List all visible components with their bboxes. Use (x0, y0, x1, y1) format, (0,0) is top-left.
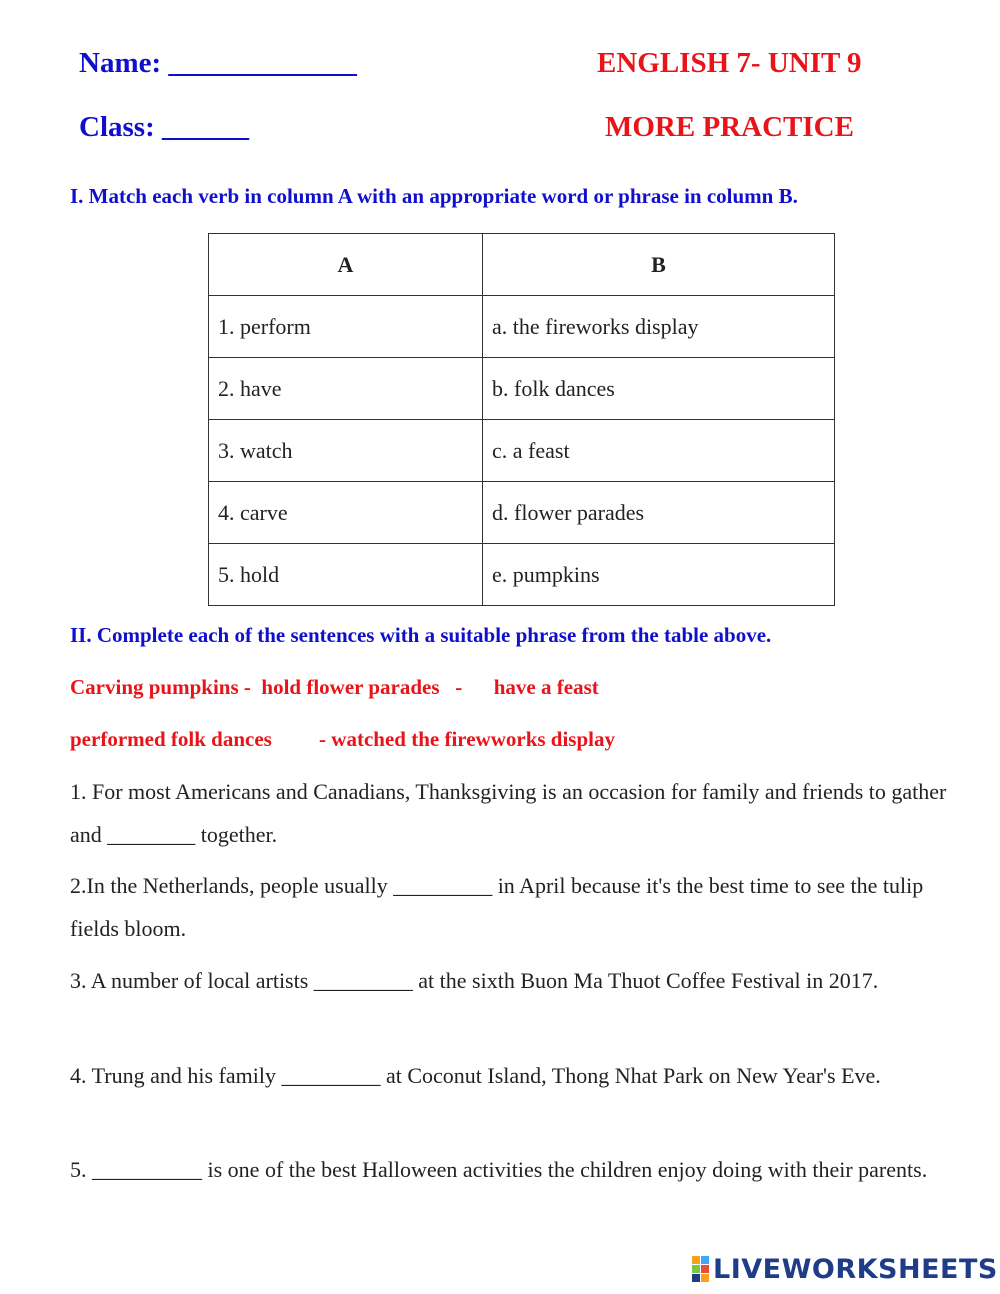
name-field-label: Name: _____________ (79, 47, 357, 79)
logo-mark-icon (692, 1256, 709, 1282)
question-5: 5. __________ is one of the best Halloween activities the children enjoy doing with their parents. (70, 1157, 928, 1182)
section-2-instruction: II. Complete each of the sentences with a suitable phrase from the table above. (70, 623, 772, 647)
logo-square-icon (692, 1256, 700, 1264)
table-row (209, 544, 835, 606)
worksheet-title: ENGLISH 7- UNIT 9 (597, 47, 862, 79)
phrase-cell: e. pumpkins (483, 544, 835, 606)
phrase-cell: c. a feast (483, 420, 835, 482)
phrase-bank-line-2: performed folk dances - watched the firewworks display (70, 727, 615, 751)
table-row (209, 420, 835, 482)
question-1: 1. For most Americans and Canadians, Thanksgiving is an occasion for family and friends to gather and ________ together. (70, 779, 947, 847)
phrase-bank-line-1: Carving pumpkins - hold flower parades - have a feast (70, 675, 599, 699)
logo-text: LIVEWORKSHEETS (713, 1253, 998, 1285)
worksheet-subtitle: MORE PRACTICE (605, 111, 854, 143)
phrase-cell: a. the fireworks display (483, 296, 835, 358)
logo-square-icon (701, 1265, 709, 1273)
class-field-label: Class: ______ (79, 111, 249, 143)
question-2: 2.In the Netherlands, people usually _________ in April because it's the best time to see the tulip fields bloom. (70, 873, 924, 941)
verb-cell: 2. have (209, 358, 483, 420)
logo-square-icon (701, 1256, 709, 1264)
table-header-row (209, 234, 835, 296)
logo-square-icon (692, 1265, 700, 1273)
liveworksheets-logo (692, 1254, 998, 1284)
matching-table (208, 233, 835, 606)
verb-cell: 3. watch (209, 420, 483, 482)
phrase-cell: b. folk dances (483, 358, 835, 420)
table-row (209, 358, 835, 420)
section-1-instruction: I. Match each verb in column A with an appropriate word or phrase in column B. (70, 184, 798, 208)
logo-square-icon (692, 1274, 700, 1282)
verb-cell: 5. hold (209, 544, 483, 606)
logo-square-icon (701, 1274, 709, 1282)
column-b-header: B (483, 234, 835, 296)
question-3: 3. A number of local artists _________ at the sixth Buon Ma Thuot Coffee Festival in 2017. (70, 968, 879, 993)
table-row (209, 296, 835, 358)
question-4: 4. Trung and his family _________ at Coconut Island, Thong Nhat Park on New Year's Eve. (70, 1063, 881, 1088)
column-a-header: A (209, 234, 483, 296)
phrase-cell: d. flower parades (483, 482, 835, 544)
verb-cell: 1. perform (209, 296, 483, 358)
verb-cell: 4. carve (209, 482, 483, 544)
table-row (209, 482, 835, 544)
